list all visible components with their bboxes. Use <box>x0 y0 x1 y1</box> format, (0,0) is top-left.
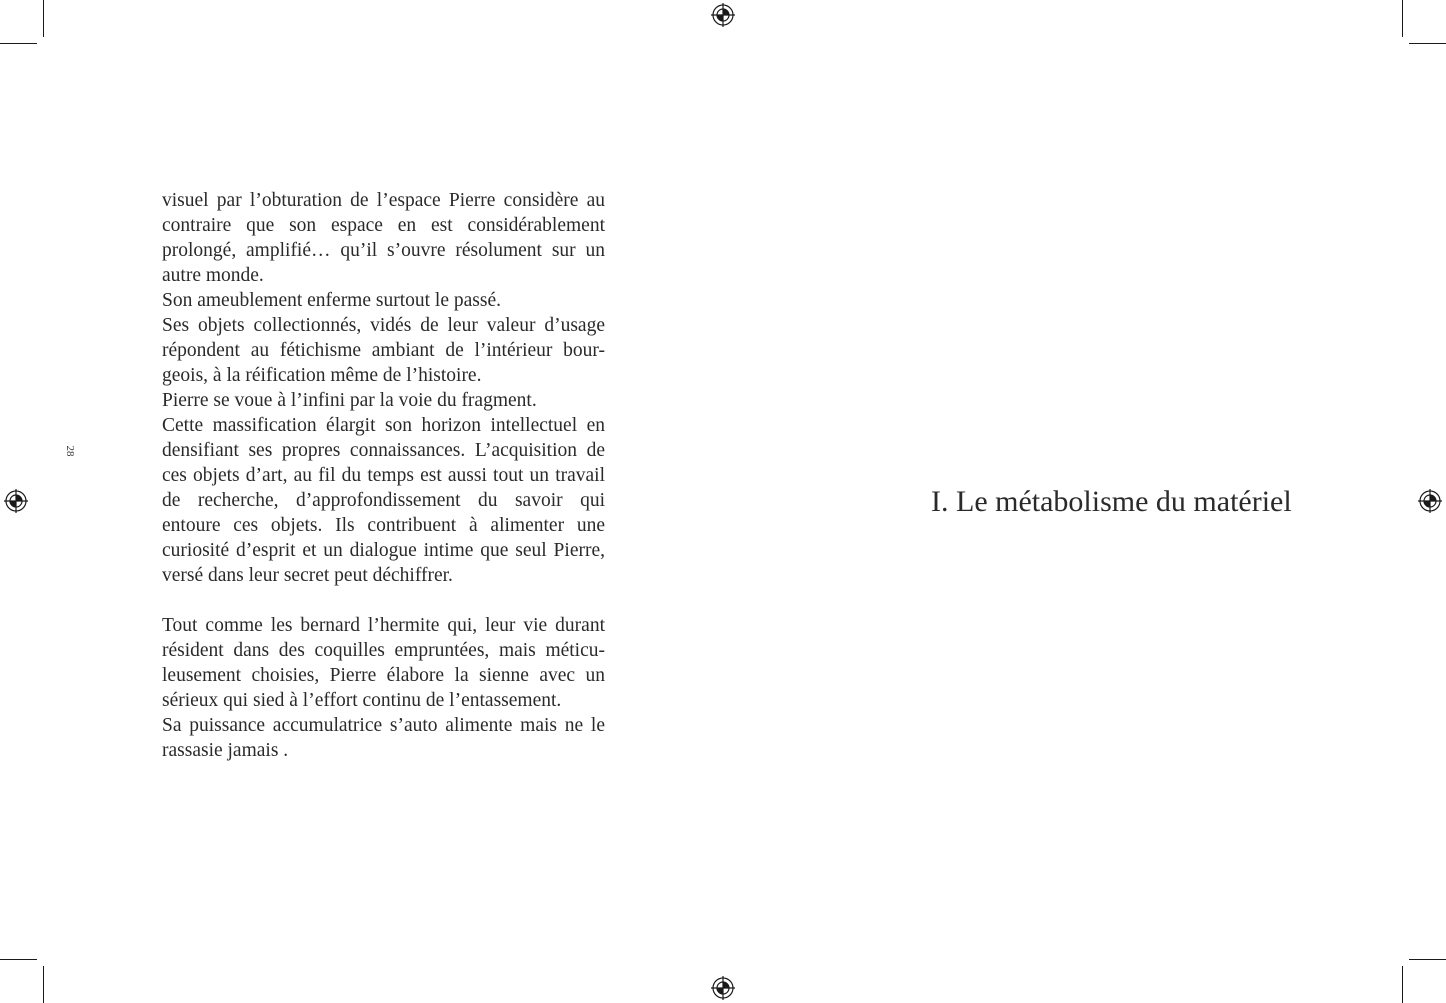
paragraph: Cette massification élargit son horizon intellectuel en densifiant ses propres connaissances. L’acquisition de ces objets d’art, au fil du temps est aussi tout un travail de recherche, d’approfondissement du savoir qui entoure ces objets. Ils contribuent à alimenter une curiosité d’esprit et un dialogue intime que seul Pierre, versé dans leur secret peut déchiffrer. <box>162 415 605 586</box>
crop-mark-bottom-left-horizontal <box>0 959 37 960</box>
crop-mark-bottom-right-horizontal <box>1409 959 1446 960</box>
registration-mark-bottom-icon <box>711 976 735 1000</box>
paragraph: visuel par l’obturation de l’espace Pierre considère au contraire que son espace en est considérablement prolongé, amplifié… qu’il s’ouvre résolument sur un autre monde. <box>162 190 605 286</box>
crop-mark-top-right-vertical <box>1402 0 1403 37</box>
registration-mark-left-icon <box>4 489 28 513</box>
paragraph: Pierre se voue à l’infini par la voie du fragment. <box>162 390 537 411</box>
paragraph: Son ameublement enferme surtout le passé. <box>162 290 501 311</box>
crop-mark-bottom-left-vertical <box>43 966 44 1003</box>
crop-mark-top-right-horizontal <box>1409 43 1446 44</box>
registration-mark-right-icon <box>1418 489 1442 513</box>
chapter-title: I. Le métabolisme du matériel <box>931 485 1292 518</box>
left-page-text <box>162 188 605 763</box>
registration-mark-top-icon <box>711 3 735 27</box>
paragraph-spacer <box>162 588 605 613</box>
paragraph: Ses objets collectionnés, vidés de leur valeur d’usage répondent au fétichisme ambiant de l’intérieur bour-geois, à la réification même de l’histoire. <box>162 315 605 386</box>
page-number: 28 <box>64 445 76 457</box>
paragraph: Tout comme les bernard l’hermite qui, leur vie durant résident dans des coquilles empruntées, mais méticu-leusement choisies, Pierre élabore la sienne avec un sérieux qui sied à l’effort continu de l’entassement. <box>162 615 605 711</box>
crop-mark-top-left-vertical <box>43 0 44 37</box>
crop-mark-top-left-horizontal <box>0 43 37 44</box>
crop-mark-bottom-right-vertical <box>1402 966 1403 1003</box>
paragraph: Sa puissance accumulatrice s’auto alimente mais ne le rassasie jamais . <box>162 715 605 761</box>
